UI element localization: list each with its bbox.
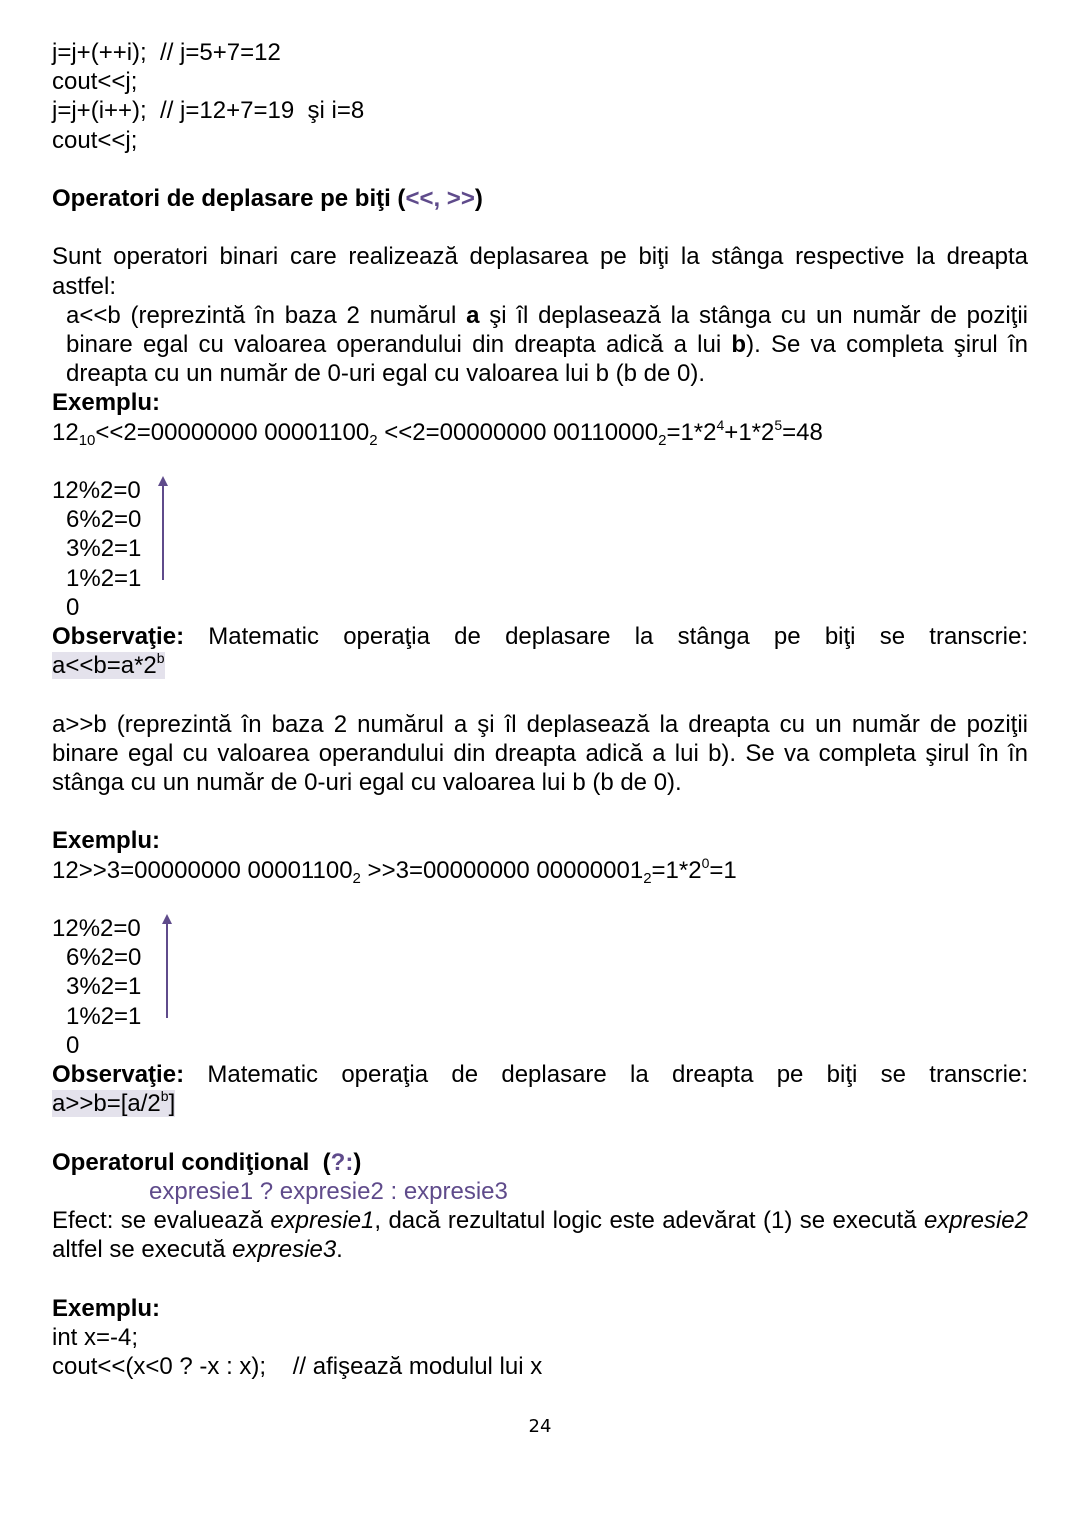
division-table-right	[52, 914, 1028, 1060]
code-line: cout<<j;	[52, 68, 138, 96]
left-shift-description: a<<b (reprezintă în baza 2 numărul a şi îl deplasează la stânga cu un număr de poziţii binare egal cu valoarea operandului din dreapta adică a lui b). Se va completa şirul în dreapta cu un număr de 0-uri egal cu valoarea lui b (b de 0).	[66, 301, 1029, 388]
division-step: 3%2=1	[66, 973, 142, 1001]
example-label: Exemplu:	[52, 827, 161, 855]
right-shift-formula: $a>>b=[a/2^b]$	[52, 1088, 176, 1118]
shift-operators: <<, >>	[405, 185, 475, 212]
conditional-operator: ?:	[330, 1148, 354, 1176]
document-page	[52, 38, 1028, 1381]
section-heading-conditional: Operatorul condiţional (?:)	[52, 1148, 362, 1176]
up-arrow-icon	[160, 914, 174, 1018]
division-step: 12%2=0	[52, 477, 141, 504]
division-step: 6%2=0	[66, 506, 142, 534]
observation-left: Observaţie: Matematic operaţia de deplasare la stânga pe biţi se transcrie:	[52, 623, 1028, 651]
division-step: 1%2=1	[66, 564, 142, 592]
conditional-effect: Efect: se evaluează expresie1, dacă rezultatul logic este adevărat (1) se execută expresie2 altfel se execută expresie3.	[52, 1207, 1028, 1264]
division-step: 12%2=0	[52, 915, 141, 942]
division-step: 3%2=1	[66, 535, 142, 563]
code-block-top	[52, 38, 1028, 155]
division-step: 0	[66, 593, 80, 621]
page-number: 24	[528, 1416, 552, 1437]
observation-right: Observaţie: Matematic operaţia de deplasare la dreapta pe biţi se transcrie:	[52, 1061, 1028, 1089]
code-line: cout<<(x<0 ? -x : x); // afişează modulul lui x	[52, 1353, 543, 1381]
division-step: 6%2=0	[66, 944, 142, 972]
shift-intro: Sunt operatori binari care realizează deplasarea pe biţi la stânga respective la dreapta astfel:	[52, 243, 1028, 300]
division-step: 1%2=1	[66, 1002, 142, 1030]
up-arrow-icon	[156, 476, 170, 580]
code-line: j=j+(++i); // j=5+7=12	[52, 39, 281, 66]
right-shift-description: a>>b (reprezintă în baza 2 numărul a şi îl deplasează la dreapta cu un număr de poziţii binare egal cu valoarea operandului din dreapta adică a lui b). Se va completa şirul în în stânga cu un număr de 0-uri egal cu valoarea lui b (b de 0).	[52, 710, 1028, 797]
example-label: Exemplu:	[52, 389, 161, 417]
conditional-syntax: expresie1 ? expresie2 : expresie3	[149, 1177, 508, 1205]
code-line: cout<<j;	[52, 126, 138, 154]
left-shift-formula: $a<<b=a*2^b$	[52, 650, 165, 680]
left-shift-example: $12_{10}<<2=00000000$ $00001100_2 <<2=00000000$ $00110000_2=1*2^4+1*2^5=48$	[52, 416, 823, 449]
code-line: j=j+(i++); // j=12+7=19 şi i=8	[52, 97, 365, 125]
division-step: 0	[66, 1031, 80, 1059]
division-table-left	[52, 476, 1028, 622]
section-heading-shift: Operatori de deplasare pe biţi (<<, >>)	[52, 185, 483, 212]
example-label: Exemplu:	[52, 1294, 161, 1322]
code-line: int x=-4;	[52, 1323, 139, 1351]
right-shift-example: 12>>3=00000000 $00001100_2 >>3=00000000$ $00000001_2=1*2^0=1$	[52, 854, 737, 887]
